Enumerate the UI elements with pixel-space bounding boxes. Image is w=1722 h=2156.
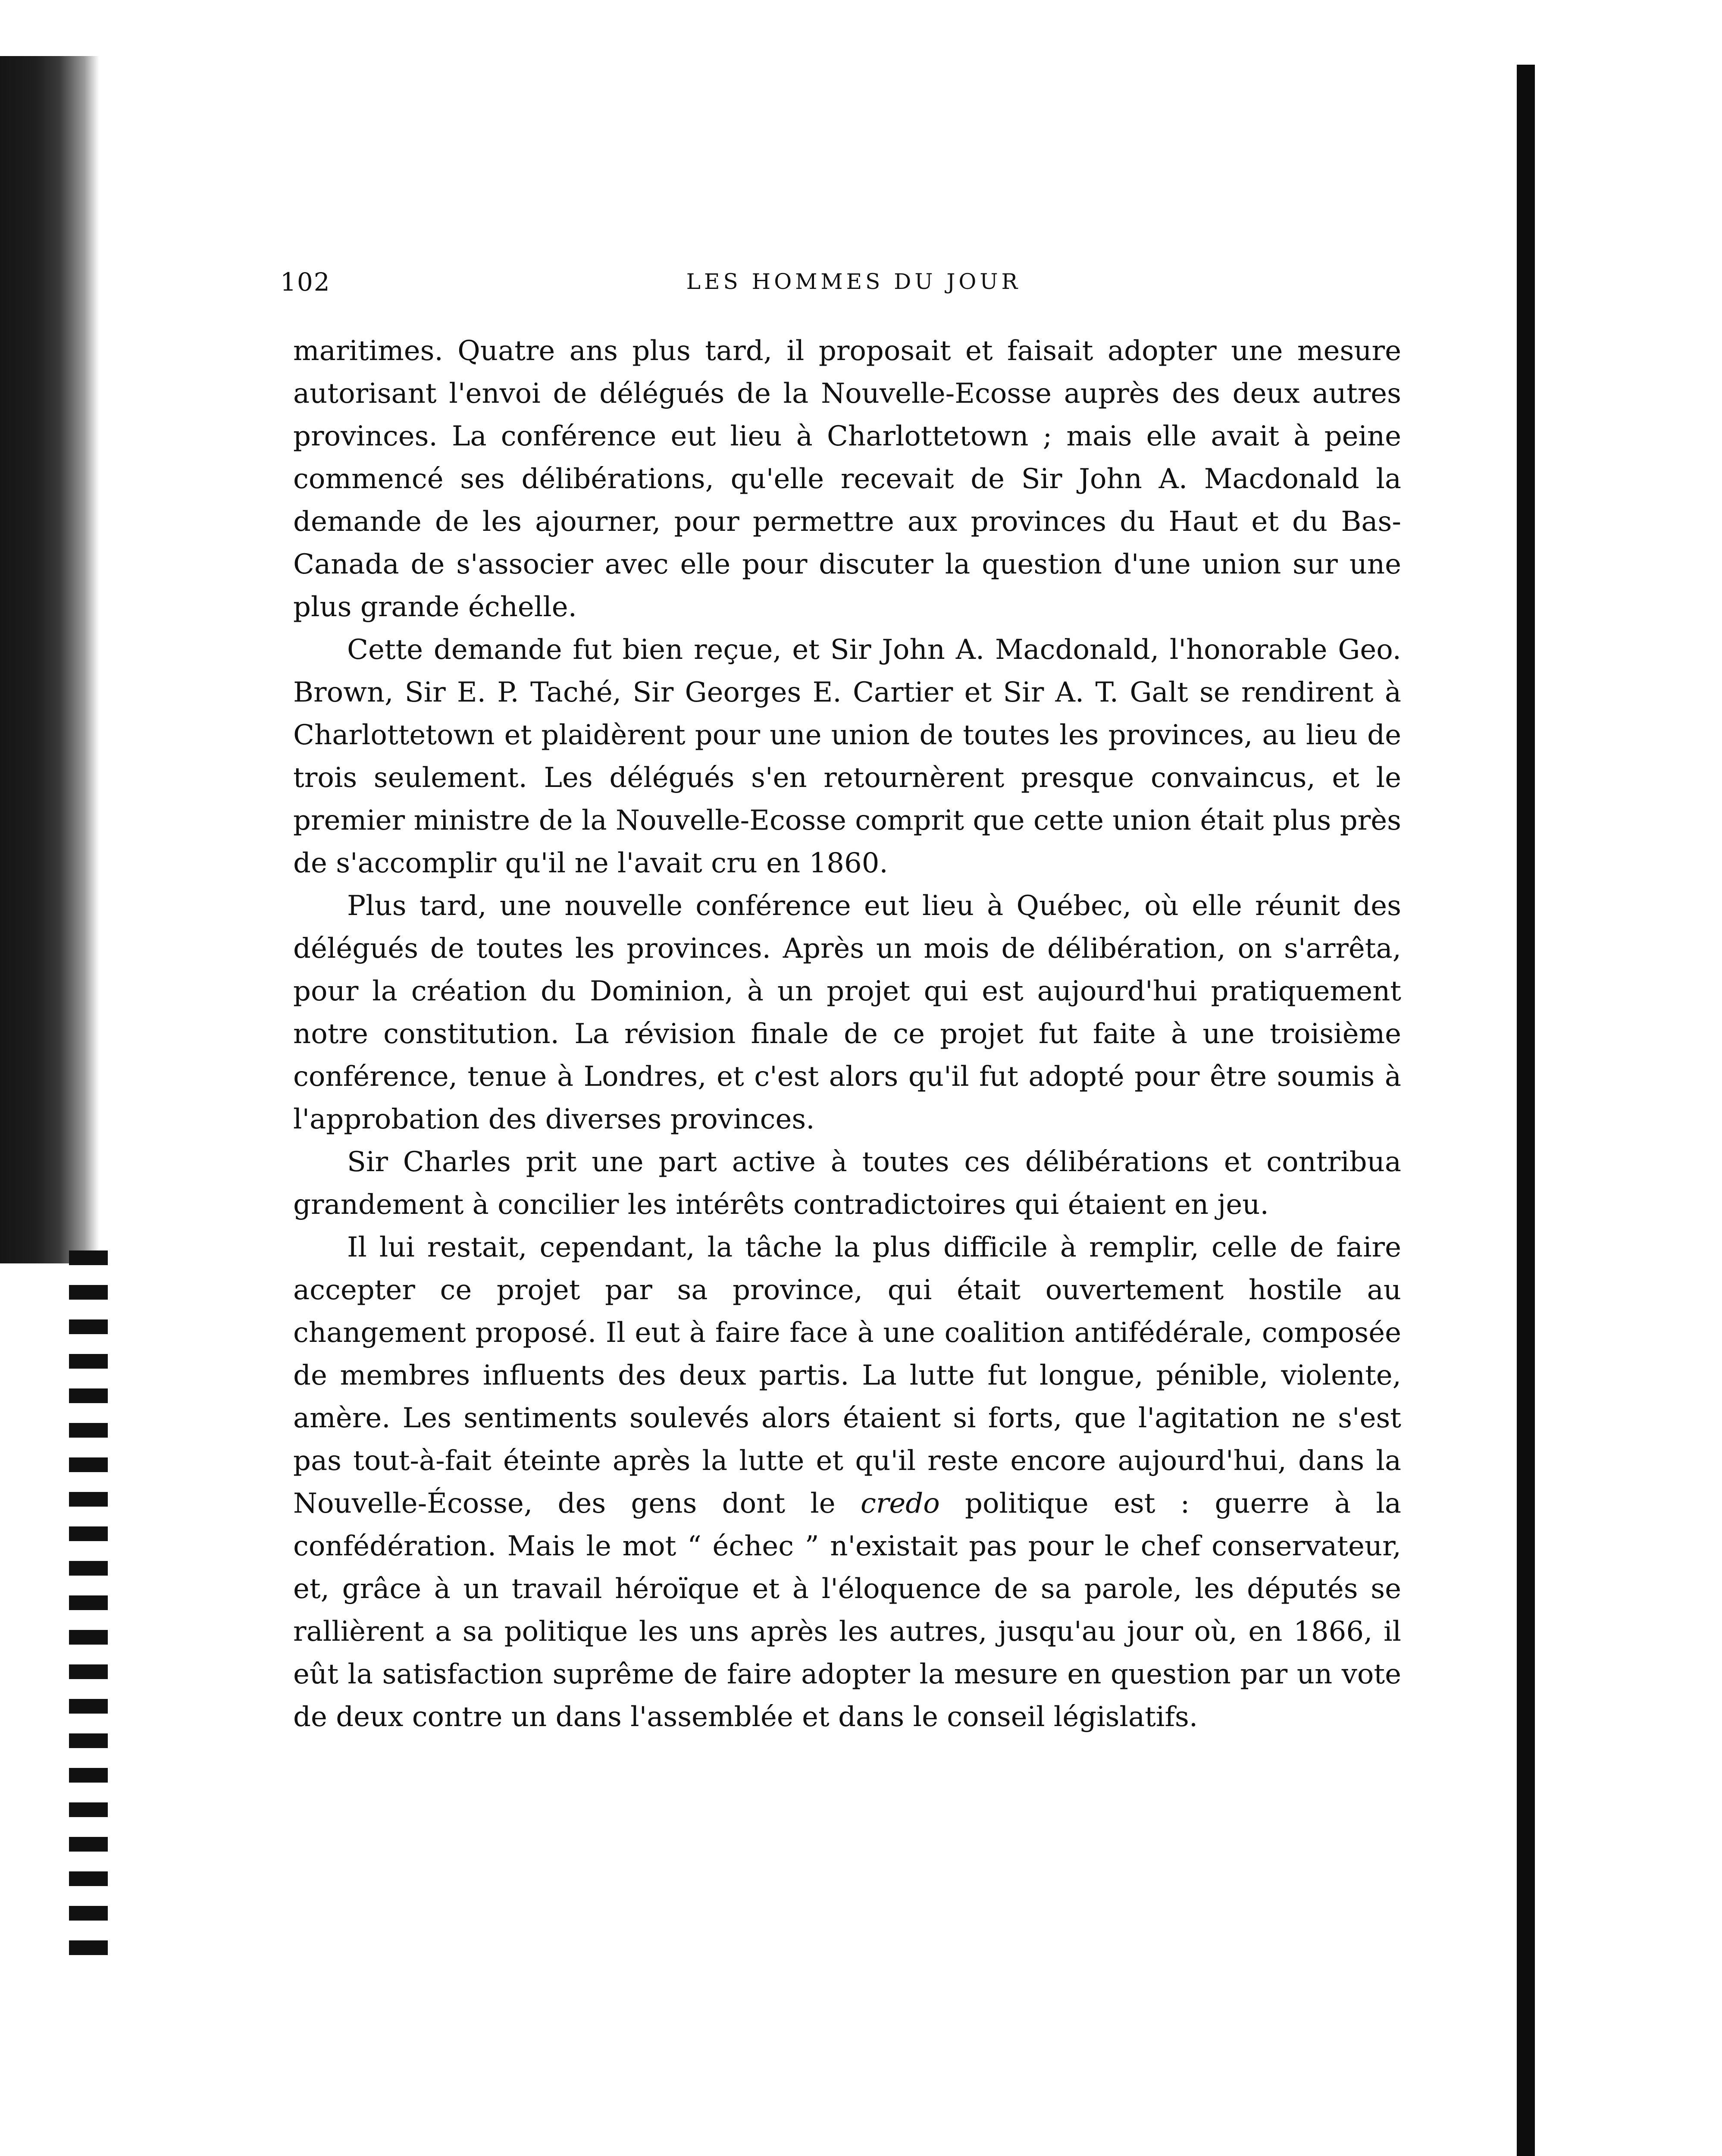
paragraph-2: Cette demande fut bien reçue, et Sir John A. Macdonald, l'honorable Geo. Brown, Sir E. P. Taché, Sir Georges E. Cartier et Sir A. T. Galt se rendirent à Charlottetown et plaidèrent pour une union de toutes les provinces, au lieu de trois seulement. Les délégués s'en retournèrent presque convaincus, et le premier ministre de la Nouvelle-Ecosse comprit que cette union était plus près de s'accomplir qu'il ne l'avait cru en 1860. xyxy=(293,634,1401,879)
scan-left-marks xyxy=(69,1250,108,1962)
paragraph-5-text-after: politique est : guerre à la confédération. Mais le mot “ échec ” n'existait pas pour le chef conservateur, et, grâce à un travail héroïque et à l'éloquence de sa parole, les députés se rallièrent a sa politique les uns après les autres, jusqu'au jour où, en 1866, il eût la satisfaction suprême de faire adopter la mesure en question par un vote de deux contre un dans l'assemblée et dans le conseil législatifs. xyxy=(293,1488,1402,1733)
emphasis-credo: credo xyxy=(860,1488,940,1520)
page-number: 102 xyxy=(280,267,331,297)
body-text xyxy=(293,330,1401,1739)
paragraph-5-text-before: Il lui restait, cependant, la tâche la plus difficile à remplir, celle de faire accepter ce projet par sa province, qui était ouvertement hostile au changement proposé. Il eut à faire face à une coalition antifédérale, composée de membres influents des deux partis. La lutte fut longue, pénible, violente, amère. Les sentiments soulevés alors étaient si forts, que l'agitation ne s'est pas tout-à-fait éteinte après la lutte et qu'il reste encore aujourd'hui, dans la Nouvelle-Écosse, des gens dont le xyxy=(293,1232,1401,1520)
paragraph-1: maritimes. Quatre ans plus tard, il proposait et faisait adopter une mesure autorisant l'envoi de délégués de la Nouvelle-Ecosse auprès des deux autres provinces. La conférence eut lieu à Charlottetown ; mais elle avait à peine commencé ses délibérations, qu'elle recevait de Sir John A. Macdonald la demande de les ajourner, pour permettre aux provinces du Haut et du Bas-Canada de s'associer avec elle pour discuter la question d'une union sur une plus grande échelle. xyxy=(293,335,1401,623)
paragraph-4: Sir Charles prit une part active à toutes ces délibérations et contribua grandement à concilier les intérêts contradictoires qui étaient en jeu. xyxy=(293,1146,1401,1221)
paragraph-5 xyxy=(293,1226,1401,1739)
running-title: LES HOMMES DU JOUR xyxy=(686,269,1021,294)
scan-left-border xyxy=(0,56,99,1263)
running-head xyxy=(280,267,1427,302)
paragraph-3: Plus tard, une nouvelle conférence eut lieu à Québec, où elle réunit des délégués de toutes les provinces. Après un mois de délibération, on s'arrêta, pour la création du Dominion, à un projet qui est aujourd'hui pratiquement notre constitution. La révision finale de ce projet fut faite à une troisième conférence, tenue à Londres, et c'est alors qu'il fut adopté pour être soumis à l'approbation des diverses provinces. xyxy=(293,890,1401,1135)
scan-right-rule xyxy=(1517,65,1535,2156)
